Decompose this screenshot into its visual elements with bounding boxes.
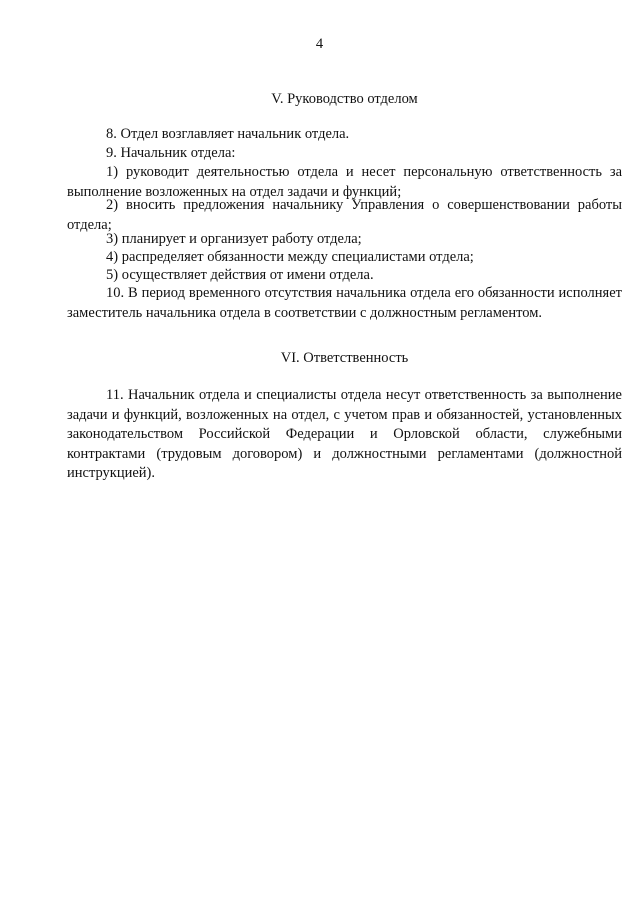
paragraph-9-item-5: 5) осуществляет действия от имени отдела.: [106, 267, 374, 283]
section-6-heading: VI. Ответственность: [280, 350, 409, 366]
paragraph-11: 11. Начальник отдела и специалисты отдела несут ответственность за выполнение задачи и функций, возложенных на отдел, с учетом прав и обязанностей, установленных законодательством Российской Федерации и Орловской области, служебными контрактами (трудовым договором) и должностными регламентами (должностной инструкцией).: [67, 387, 622, 481]
paragraph-9: 9. Начальник отдела:: [106, 145, 236, 161]
section-5-heading: V. Руководство отделом: [271, 91, 418, 107]
paragraph-10: 10. В период временного отсутствия начальника отдела его обязанности исполняет заместитель начальника отдела в соответствии с должностным регламентом.: [67, 285, 622, 321]
paragraph-8: 8. Отдел возглавляет начальник отдела.: [106, 126, 350, 142]
page-number: 4: [315, 36, 324, 52]
paragraph-9-item-4: 4) распределяет обязанности между специалистами отдела;: [106, 249, 474, 265]
paragraph-9-item-3: 3) планирует и организует работу отдела;: [106, 231, 362, 247]
paragraph-9-item-2: 2) вносить предложения начальнику Управления о совершенствовании работы отдела;: [67, 197, 622, 233]
paragraph-9-item-1: 1) руководит деятельностью отдела и несет персональную ответственность за выполнение возложенных на отдел задачи и функций;: [67, 164, 622, 200]
